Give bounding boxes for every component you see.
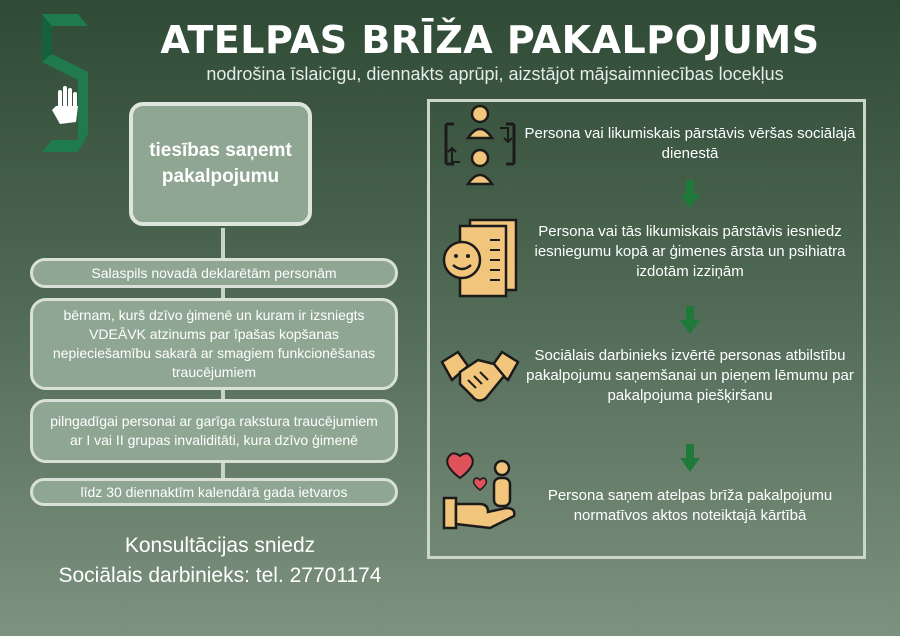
handshake-icon	[438, 336, 522, 420]
process-step: Persona saņem atelpas brīža pakalpojumu normatīvos aktos noteiktajā kārtībā	[547, 487, 833, 524]
organization-logo	[38, 14, 92, 152]
condition-item: līdz 30 diennaktīm kalendārā gada ietvaros	[30, 478, 398, 506]
people-exchange-icon	[438, 102, 522, 186]
process-step: Persona vai tās likumiskais pārstāvis iesniedz iesniegumu kopā ar ģimenes ārsta un psihiatra izdotām izziņām	[534, 223, 846, 280]
contact-phone: Sociālais darbinieks: tel. 27701174	[58, 564, 382, 587]
process-step: Sociālais darbinieks izvērtē personas atbilstību pakalpojumu saņemšanai un pieņem lēmumu par pakalpojuma piešķiršanu	[526, 347, 854, 404]
page-subtitle: nodrošina īslaicīgu, diennakts aprūpi, aizstājot mājsaimniecības locekļus	[206, 64, 784, 84]
arrow-down-icon	[680, 180, 700, 208]
arrow-down-icon	[680, 444, 700, 472]
rights-box: tiesības saņemt pakalpojumu	[129, 102, 312, 226]
condition-item: Salaspils novadā deklarētām personām	[30, 258, 398, 288]
process-step: Persona vai likumiskais pārstāvis vēršas sociālajā dienestā	[524, 125, 856, 162]
condition-item: bērnam, kurš dzīvo ģimenē un kuram ir izsniegts VDEĀVK atzinums par īpašas kopšanas nepieciešamību sakarā ar smagiem funkcionēšanas traucējumiem	[30, 298, 398, 390]
page-title: ATELPAS BRĪŽA PAKALPOJUMS	[160, 18, 820, 62]
condition-item: pilngadīgai personai ar garīga rakstura traucējumiem ar I vai II grupas invaliditāti, kura dzīvo ģimenē	[30, 399, 398, 463]
contact-heading: Konsultācijas sniedz	[124, 534, 316, 557]
arrow-down-icon	[680, 306, 700, 334]
care-hand-icon	[440, 452, 524, 536]
documents-smiley-icon	[440, 216, 524, 300]
